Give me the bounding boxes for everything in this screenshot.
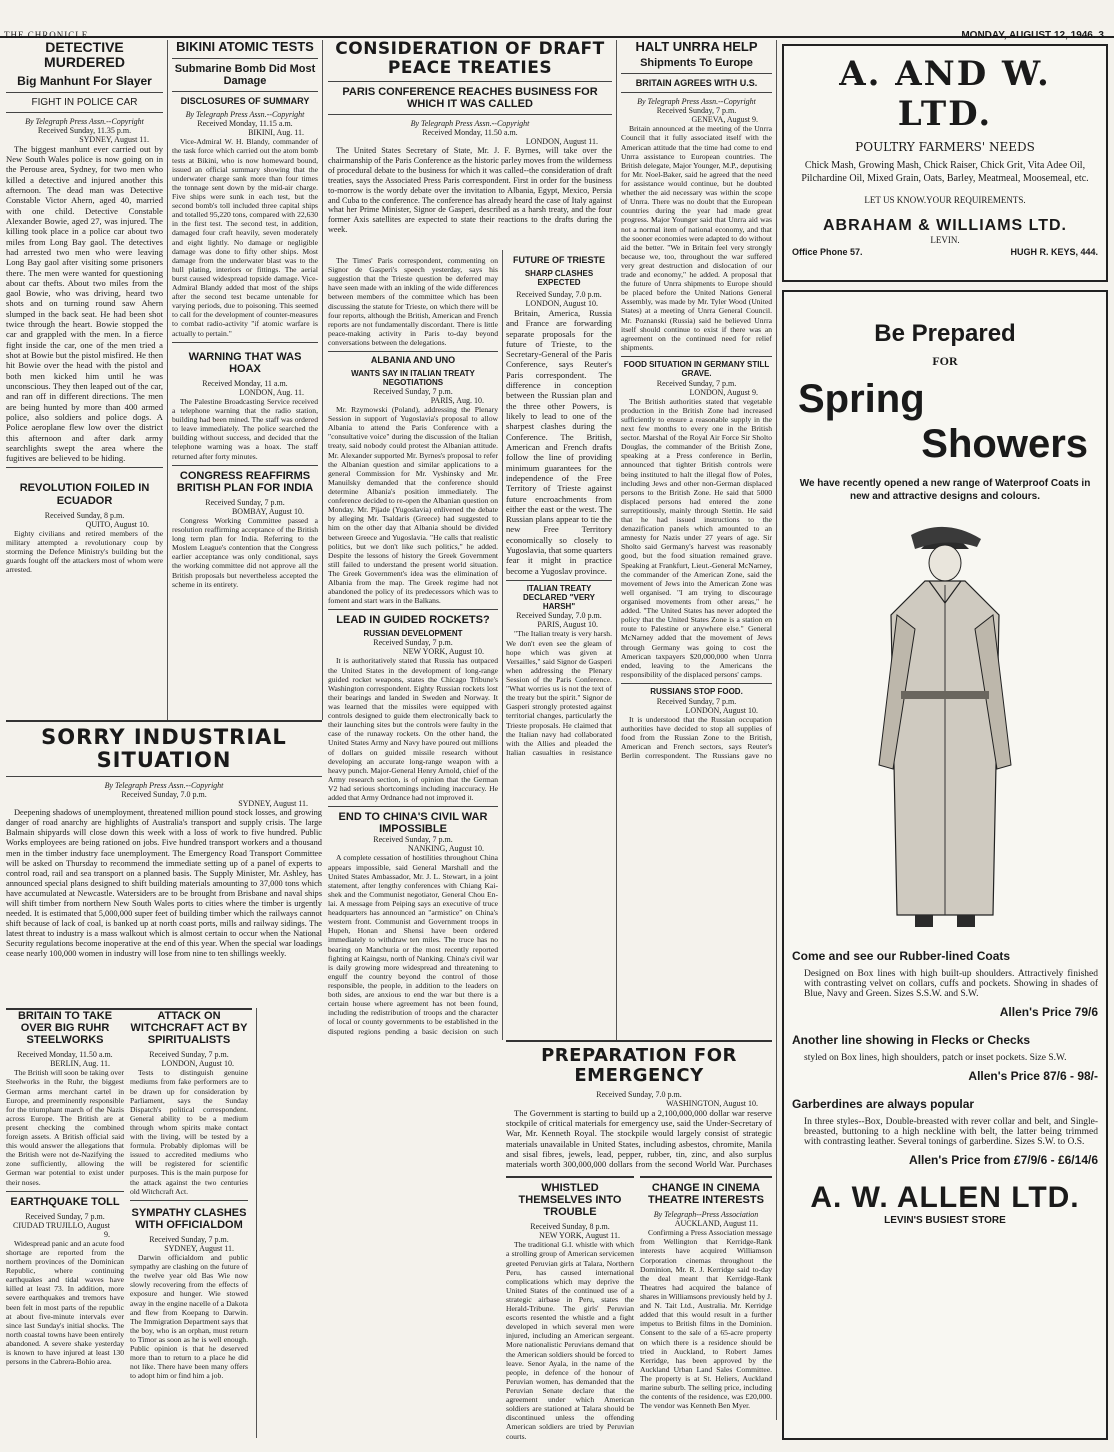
headline-albania: ALBANIA AND UNO <box>370 355 456 366</box>
article-body: The Government is starting to build up a 2,100,000,000 dollar war reserve stockpile of critical materials for emergency use, said the Under-Secretary of War, Mr. Kenneth Royal. The stockpile would largely consist of strategic materials unavailable in United States, including asbestos, chromite, Manila and sisal fibres, jewels, lead, pepper, rubber, tin, zinc, and also surplus materials worth 300,000,000 dollars from the second World War. Purchases <box>506 1107 772 1170</box>
dateline: LONDON, August 10. <box>525 298 598 308</box>
column-unrra <box>621 40 772 760</box>
article-body: Vice-Admiral W. H. Blandy, commander of the task force which carried out the atom bomb tests at Bikini, who is now homeward bound, issued an official summary showing that the underwater charge sank more than four times the tonnage sent down by the mid-air charge. Five ships were sunk in each test, but the second bomb's toll included three capital ships and totalled 95,220 tons, compared with 22,630 in the first test. The second test, in addition, damaged four craft heavily, seven moderately and eight lightly. No damage or negligible damage was done to fifty other ships. Most damage from the underwater blast was to the hull plating, interiors or fittings. The aerial burst caused widespread topside damage. Vice-Admiral Blandy added that most of the ships after the second test became untenable for varying periods, due to poisoning. This seemed to call for the development of counter-measures to combat radio-activity "if atomic warfare is actually to pertain." <box>172 137 318 338</box>
dateline: SYDNEY, August 11. <box>164 1244 234 1253</box>
ad-abraham-williams <box>782 44 1108 282</box>
dateline: LONDON, Aug. 11. <box>239 387 304 397</box>
headline-bikini: BIKINI ATOMIC TESTS <box>176 40 314 54</box>
received-line: Received Sunday, 7 p.m. <box>656 106 737 116</box>
headline-trieste: FUTURE OF TRIESTE <box>513 256 605 265</box>
ad-tagline: POULTRY FARMERS' NEEDS <box>855 140 1035 154</box>
ad-garberdines-price: Allen's Price from £7/9/6 - £6/14/6 <box>909 1153 1098 1167</box>
dateline: PARIS, Aug. 10. <box>430 395 484 405</box>
received-line: Received Sunday, 7 p.m. <box>149 1050 229 1060</box>
article-body: A complete cessation of hostilities throughout China appears impossible, said General Marshall and the United States Ambassador, Mr. J. L. Stewart, in a joint statement, after lengthy conferences with Chiang Kai-shek and the Communist negotiator, General Chou En-lai. A message from Peiping says an executive of truce headquarters has announced an "armistice" on China's western front. Communist and Government troops in Hupeh, Honan and Shensi have been ordered immediately to withdraw ten miles. The truce has no bearing on Manchuria or the most recently reported fighting at Kaingsu, north of Nanking. China's civil war is daily growing more widespread and threatening to engulf the country beyond the control of those responsible, the people, in addition to the leaders on both sides, are anxious to end the war but there is a certain house where agreement has not been found, including the redistribution of troops and the character of local or county governments to be established in the disputed regions pending a basic decision on such <box>328 853 498 1036</box>
ad-spring: Spring <box>798 377 925 421</box>
ad-company: ABRAHAM & WILLIAMS LTD. <box>823 217 1067 234</box>
dateline: LONDON, August 9. <box>689 387 758 397</box>
headline-italian-treaty: ITALIAN TREATY DECLARED "VERY HARSH" <box>523 584 595 611</box>
subhead-paris: PARIS CONFERENCE REACHES BUSINESS FOR WHICH IT WAS CALLED <box>342 86 598 111</box>
received-line: Received Sunday, 7 p.m. <box>149 1235 229 1244</box>
dateline: GENEVA, August 9. <box>691 115 758 125</box>
headline-china: END TO CHINA'S CIVIL WAR IMPOSSIBLE <box>338 811 488 836</box>
subhead-shipments: Shipments To Europe <box>640 57 753 70</box>
column-peace-treaties <box>328 40 612 254</box>
column-rule <box>256 1008 257 1438</box>
headline-cinema: CHANGE IN CINEMA THEATRE INTERESTS <box>648 1182 764 1207</box>
masthead <box>0 0 1114 41</box>
article-body: Britain announced at the meeting of the Unrra Council that it fully associated itself with the American attitude that the time had come to end Unrra assistance to European countries. The British delegate, Major Younger, M.P., deputising for Mr. Noel-Baker, said he agreed that the need for assistance would continue, but he doubted whether the aid necessary was within the scope of Unrra. There was no doubt that the European countries during the year had made great progress. Major Younger said that Unrra aid was not a normal item of national economy, and that the sooner economies were adapted to do without aid the better. "We in Britain feel very strongly because we, too, throughout the war suffered very great destruction and dislocation of our trade and economy," he added. A proposal that the future of Unrra shipments to Europe should be placed before the United Nations General Assembly, was made by Mr. Tyler Wood (United States) at a meeting of Unrra General Council. Mr. Poznanski (Russia) said he believed Unrra itself should continue to exist if there was an agreement on the continued need for relief shipments. <box>621 124 772 352</box>
ad-items: Chick Mash, Growing Mash, Chick Raiser, Chick Grit, Vita Adee Oil, Pilchardine Oil, Mixed Grain, Oats, Barley, Meatmeal, Moosemeal, etc. <box>801 160 1089 184</box>
received-line: Received Monday, 11.15 a.m. <box>197 119 293 129</box>
article-body: The biggest manhunt ever carried out by New South Wales police is now going on in the Perouse area, Sydney, for two men who killed a detective and injured another this afternoon. The dead man was Detective Constable Victor Ahern, aged 40, married with one child. Detective Constable Alexander Bowie, aged 27, was injured. The killing took place in a police car about two miles from Long Bay gaol. The detectives had arrested two men who were leaving Long Bay gaol after visiting some prisoners there. The men were wanted for questioning about car thefts. About two miles from the gaol Bowie, who was driving, heard two shots and on turning round saw Ahern slumped in the back seat. He had been shot twice through the heart. Bowie stopped the car and grappled with the men. In a fierce fight inside the car, one of the men tried a shot at Bowie but the pistol misfired. He then hit Bowie over the head with the pistol and both men kicked him until he was unconscious. They then leaped out of the car, and ran off in different directions. The men are being hunted by more than 400 armed police, also soldiers and police dogs. A Police aeroplane flew low over the district this afternoon and after dark army searchlights swept the area where the fugitives are believed to be hiding. <box>6 143 163 464</box>
received-line: Received Sunday, 7 p.m. <box>656 696 737 706</box>
article-ruhr <box>6 1008 252 1440</box>
column-trieste <box>506 256 612 756</box>
subhead-clashes: SHARP CLASHES EXPECTED <box>524 268 594 287</box>
subhead-albania: WANTS SAY IN ITALIAN TREATY NEGOTIATIONS <box>351 368 475 387</box>
article-body: Britain, America, Russia and France are forwarding separate proposals for the future of Trieste, to the Secretary-General of the Paris Conference, says Reuter's Paris correspondent. The difference in conception between the Russian plan and the three other Powers, is likely to lead to one of the sharpest clashes during the Conference. The British, American and French drafts follow the line of providing minimum guarantees for the independence of the Free Territory of Trieste against future encroachments from either the east or the west. The Russian plans appear to tie the new Free Territory economically so closely to Yugoslavia, that some quarters fear it might in practice become a Yugoslav province. <box>506 307 612 576</box>
byline: By Telegraph Press Assn.--Copyright <box>185 110 305 120</box>
ad-rubber-text: Designed on Box lines with high built-up shoulders. Attractively finished with contrasting velvet on collars, cuffs and pockets. Showing in shades of Blue, Navy and Green. Sizes S.S.W. and S.W. <box>804 969 1098 999</box>
subhead-summary: DISCLOSURES OF SUMMARY <box>180 96 310 107</box>
ad-flecks-text: styled on Box lines, high shoulders, patch or inset pockets. Size S.W. <box>804 1053 1067 1063</box>
column-rule <box>502 250 503 1040</box>
received-line: Received Sunday, 7 p.m. <box>656 378 737 388</box>
ad-intro: We have recently opened a new range of Waterproof Coats in new and attractive designs and colours. <box>799 478 1091 502</box>
dateline: BERLIN, Aug. 11. <box>50 1059 110 1069</box>
article-body: Eighty civilians and retired members of the military attempted a revolutionary coup by storming the Defence Ministry's building but the guards fought off the attackers most of whom were arrested. <box>6 528 163 575</box>
headline-detective: DETECTIVE MURDERED <box>44 40 125 71</box>
byline: By Telegraph Press Assn.--Copyright <box>410 119 530 129</box>
received-line: Received Sunday, 8 p.m. <box>44 510 125 520</box>
article-body: "The Italian treaty is very harsh. We don't even see the gleam of hope which was given at Versailles," said Signor de Gasperi when addressing the Plenary Session of the Paris Conference. "What worries us is not the text of the treaty but the spirit." Signor de Gasperi strongly protested against territorial changes, particularly the Trieste proposals. He claimed that the Italian navy had collaborated with the Allies and pleaded the Italian casualties in resistance <box>506 629 612 756</box>
received-line: Received Sunday, 7.0 p.m. <box>121 790 207 800</box>
article-body: Deepening shadows of unemployment, threatened million pound stock losses, and growing danger of road anarchy are highlights of Australia's transport and supply crisis. The large Balmain shipyards will close down this week with a loss of work to five hundred. Public Works employees are being rationed on jobs. Five hundred transport workers and a thousand men in the timber industry face unemployment. The Emergency Road Transport Committee will be asked on Thursday to recommend the immediate setting up of a panel of experts to control road, rail and sea transport on a planned basis. The Supply Minister, Mr. Ashley, has announced special plans designed to shift building materials amounting to 37,000 tons which have accumulated at Newcastle. Watersiders are to be brought from Brisbane and naval ships will shift timber from northern New South Wales ports to cities where the timber is urgently needed. It is estimated that 5,000,000 super feet of building timber which the railways cannot shift because of lack of coal, is banked up at north coast ports, mills and railway sidings. The latest threat to industry is a mass walkout which is almost certain to occur when the National Security regulations become inoperative at the end of this year. When the special war loadings cease nearly 100,000 women in industry will lose from nine to ten shillings weekly. <box>6 808 322 959</box>
received-line: Received Sunday, 7 p.m. <box>25 1211 105 1221</box>
ad-section-garberdines: Garberdines are always popular <box>792 1097 975 1111</box>
article-body: Confirming a Press Association message from Wellington that Kerridge-Rank interests have acquired Williamson Corporation cinemas throughout the Dominion, Mr. R. J. Kerridge said to-day the deal meant that Kerridge-Rank Theatres had acquired the balance of shares in Williamsons previously held by J. and N. Tait Ltd., Australia. Mr. Kerridge added that this would result in a further impetus to British films in the Dominion. Consent to the sale of a 65-acre property on which there is a residence should be tried in Auckland, to Robert James Kerridge, has been approved by the Auckland Urban Land Sales Committee. The property is at St. Heliers, Auckland marine suburb. The selling price, including the contents of the residence, was £20,000. The vendor was Kenneth Ben Myer. <box>640 1228 772 1411</box>
article-body: Tests to distinguish genuine mediums from fake performers are to be drawn up for consideration by Parliament, says the Sunday Dispatch's political correspondent. General ability to be a medium through whom spirits make contact with the living, will be tested by a formula. Probably diplomas will be issued to accredited mediums who will be registered for scientific purposes. This is the main purpose for the attack against the two centuries old Witchcraft Act. <box>130 1068 248 1196</box>
dateline: BOMBAY, August 10. <box>231 506 304 516</box>
received-line: Received Sunday, 11.35 p.m. <box>37 125 132 135</box>
article-cinema <box>640 1176 772 1440</box>
ad-section-flecks: Another line showing in Flecks or Checks <box>792 1033 1031 1047</box>
headline-emergency: PREPARATION FOR EMERGENCY <box>541 1045 737 1086</box>
column-rule <box>167 40 168 720</box>
column-rule <box>322 40 323 720</box>
dateline: AUCKLAND, August 11. <box>674 1219 758 1229</box>
dateline: QUITO, August 10. <box>85 519 149 529</box>
byline: By Telegraph Press Assn.--Copyright <box>25 116 144 126</box>
dateline: NANKING, August 10. <box>408 844 484 854</box>
ad-cta: LET US KNOW.YOUR REQUIREMENTS. <box>864 195 1026 205</box>
ad-phone: Office Phone 57. <box>792 247 863 257</box>
received-line: Received Sunday, 7.0 p.m. <box>596 1089 682 1099</box>
article-body: Darwin officialdom and public sympathy are clashing on the future of the twelve year old Bas Wie now slowly recovering from the effects of exposure and hunger. Wie stowed away in the engine nacelle of a Dakota and flew from Koepang to Darwin. The Immigration Department says that the boy, who is an orphan, must return to Timor as soon as he is well enough. Public opinion is that he deserved more than to return to a place he did not like. There have been many offers to adopt him or find him a job. <box>130 1253 248 1381</box>
received-line: Received Sunday, 7.0 p.m. <box>516 611 602 621</box>
article-industrial <box>6 720 322 1002</box>
dateline: SYDNEY, August 11. <box>238 799 308 809</box>
headline-rockets: LEAD IN GUIDED ROCKETS? <box>336 614 490 627</box>
paper-name: THE CHRONICLE <box>4 30 89 40</box>
received-line: Received Sunday, 7.0 p.m. <box>516 289 602 299</box>
article-body: It is authoritatively stated that Russia has outpaced the United States in the development of long-range guided rocket weapons, states the Chicago Tribune's Washington correspondent. Eighty Russian rockets lost their bearings and landed in Sweden and Norway. It was learned that the missiles were equipped with controls designed to guide them electronically back to their launching sites but the controls were faulty in the case of the runaway rockets. On the other hand, the United States Army and Navy have poured out millions of dollars on guided missile research without developing an accurate long-range weapon with a heavy punch. Major-General Henry Arnold, chief of the Army research section, is of opinion that the German V2 had serious shortcomings including inaccuracy. He added that Army Ordnance had not improved it. <box>328 656 498 803</box>
headline-russians-stop: RUSSIANS STOP FOOD. <box>650 687 743 697</box>
received-line: Received Monday, 11.50 a.m. <box>422 128 518 138</box>
article-body: Congress Working Committee passed a resolution reaffirming acceptance of the British long term plan for India. Referring to the Moslem League's contention that the Congress earlier acceptance was only conditional, says the working committee did not approve all the British proposals but nevertheless accepted the scheme in its entirety. <box>172 515 318 589</box>
headline-industrial: SORRY INDUSTRIAL SITUATION <box>41 725 287 773</box>
byline: By Telegraph--Press Association <box>653 1210 759 1220</box>
ad-showers: Showers <box>921 422 1088 466</box>
dateline: PARIS, August 10. <box>537 620 598 630</box>
received-line: Received Sunday, 7 p.m. <box>373 386 453 396</box>
subhead-russian: RUSSIAN DEVELOPMENT <box>363 629 463 639</box>
headline-peace-treaties: CONSIDERATION OF DRAFT PEACE TREATIES <box>335 40 605 78</box>
column-bikini <box>172 40 318 720</box>
subhead-britain-agrees: BRITAIN AGREES WITH U.S. <box>635 78 758 89</box>
headline-congress: CONGRESS REAFFIRMS BRITISH PLAN FOR INDIA <box>176 469 314 494</box>
dateline: NEW YORK, August 11. <box>539 1231 620 1241</box>
subhead-submarine: Submarine Bomb Did Most Damage <box>174 63 316 88</box>
article-body: It is understood that the Russian occupation authorities have decided to stop all supplies of food from the Russian Zone to the British, American and French sectors, says Reuter's Berlin correspondent. The Russians gave no <box>621 714 772 760</box>
column-rule <box>776 40 777 1420</box>
ad-manager: HUGH R. KEYS, 444. <box>1010 247 1098 257</box>
dateline: SYDNEY, August 11. <box>79 134 149 144</box>
received-line: Received Sunday, 7 p.m. <box>373 638 453 648</box>
dateline: CIUDAD TRUJILLO, August 9. <box>13 1220 110 1239</box>
dateline: WASHINGTON, August 10. <box>666 1098 758 1108</box>
byline: By Telegraph Press Assn.--Copyright <box>637 97 756 107</box>
article-body: The United States Secretary of State, Mr. J. F. Byrnes, will take over the chairmanship of the Paris Conference as the historic parley moves from the wilderness of procedural debate to the business for which it was called--the consideration of draft treaties, says the Associated Press Paris correspondent. First in order for the business to-morrow is the wordy debate over the invitation to Albania, Egypt, Mexico, Persia and Cuba to the conference. The conference has already heard the case of Italy against what her Prime Minister, Signor de Gasperi, described as a harsh treaty, and the four former Axis satellites are expected to state their reactions to the drafts during the week. <box>328 146 612 235</box>
ad-store-name: A. W. ALLEN LTD. <box>810 1181 1080 1214</box>
byline: By Telegraph Press Assn.--Copyright <box>104 781 224 791</box>
subhead-police-car: FIGHT IN POLICE CAR <box>31 96 138 108</box>
headline-whistled: WHISTLED THEMSELVES INTO TROUBLE <box>518 1182 622 1219</box>
ad-flecks-price: Allen's Price 87/6 - 98/- <box>968 1069 1098 1083</box>
column-rule <box>616 40 617 1040</box>
headline-food-germany: FOOD SITUATION IN GERMANY STILL GRAVE. <box>623 360 770 378</box>
subhead-manhunt: Big Manhunt For Slayer <box>17 73 152 88</box>
article-body: Widespread panic and an acute food shortage are reported from the northern provinces of the Dominican Republic, where continuing earthquakes and tidal waves have killed at least 73. In addition, more severe earthquakes and tremors have been felt in most parts of the republic at about five-minute intervals ever since last Sunday's initial shocks. The north coastal towns have been entirely abandoned. A severe shake yesterday is known to have injured at least 130 persons in the Cabrera-Bohio area. <box>6 1238 124 1367</box>
dateline: LONDON, August 10. <box>685 705 758 715</box>
ad-allen-coats <box>782 290 1108 1440</box>
ad-store-tagline: LEVIN'S BUSIEST STORE <box>884 1215 1006 1226</box>
date-line: MONDAY, AUGUST 12, 1946. 3 <box>961 30 1104 41</box>
headline-ecuador: REVOLUTION FOILED IN ECUADOR <box>19 482 150 507</box>
headline-witchcraft: ATTACK ON WITCHCRAFT ACT BY SPIRITUALISTS <box>130 1010 248 1047</box>
dateline: LONDON, August 11. <box>525 137 598 147</box>
headline-sympathy: SYMPATHY CLASHES WITH OFFICIALDOM <box>131 1206 247 1231</box>
received-line: Received Sunday, 7 p.m. <box>205 497 285 507</box>
column-detective <box>6 40 163 720</box>
headline-earthquake: EARTHQUAKE TOLL <box>10 1195 120 1208</box>
headline-unrra: HALT UNRRA HELP <box>635 40 758 54</box>
received-line: Received Monday, 11.50 a.m. <box>17 1050 113 1060</box>
article-whistled <box>506 1176 634 1440</box>
ad-town: LEVIN. <box>930 235 960 245</box>
article-emergency <box>506 1040 772 1170</box>
ad-garberdines-text: In three styles--Box, Double-breasted with rever collar and belt, and Single-breasted, buttoning to a high neckline with belt, the latter being trimmed with contrasting leather. Several tonings of garberdine. Sizes S.W. to O.S. <box>804 1117 1098 1147</box>
article-body: Mr. Rzymowski (Poland), addressing the Plenary Session in support of Yugoslavia's proposal to allow Albania to attend the Paris Conference with a "consultative voice" during the discussion of the Italian treaty, said nobody could protest the Albanian attitude. Mr. Alexander supported Mr. Byrnes's proposal to refer the Albanian question and similar applications to a general Commission for Mr. Vyshinsky and Mr. Manuilsky demanded that the conference should determine Albania's position immediately. The conference decided to re-open the Albanian question on Monday. Mr. Pijade (Yugoslavia) enlivened the debate by alleging Mr. Tsaldaris (Greece) had suggested to him on the other day that Albania should be divided between Greece and Yugoslavia. "He calls that realistic politics, but we don't like such politics," he added. Despite the lessons of history the Greek Government still failed to understand the present world situation. The Greek Government's idea was the elimination of Albania from the map. The Greek regime had not abandoned the policy of its predecessors which was to foment and start wars in the Balkans. <box>328 404 498 606</box>
dateline: NEW YORK, August 10. <box>402 647 484 657</box>
article-body: The traditional G.I. whistle with which a strolling group of American servicemen greeted Peruvian girls at Talara, Northern Peru, has caused international complications which may deprive the United States of the continued use of a strategic airbase in Peru, states the Herald-Tribune. The girls' Peruvian escorts resented the whistle and a fight developed in which several men were injured, including an American sergeant. More nationalistic Peruvians demand that the American soldiers should be forced to leave. Senor Ayala, in the name of the people, in defence of the honour of Peruvian women, has demanded that the Peruvian Senate declare that the agreement under which American soldiers are stationed at Talara should be discontinued unless the offending American soldiers are tried by Peruvian courts. <box>506 1240 634 1440</box>
received-line: Received Sunday, 8 p.m. <box>530 1222 610 1232</box>
headline-ruhr: BRITAIN TO TAKE OVER BIG RUHR STEELWORKS <box>17 1010 113 1047</box>
dateline: BIKINI, Aug. 11. <box>248 128 304 138</box>
received-line: Received Monday, 11 a.m. <box>202 378 288 388</box>
article-body: The Times' Paris correspondent, commenting on Signor de Gasperi's speech yesterday, says his suggestion that the Trieste question be deferred may have seen made with an inkling of the wide differences between members of the committee which has been discussing the statute for Trieste, on which there will be four reports, although the British, American and French reports are not fundamentally discordant. There is little peace-making activity in Paris to-day beyond conversations between the delegations. <box>328 256 498 347</box>
headline-hoax: WARNING THAT WAS HOAX <box>188 350 302 375</box>
article-body: The British will soon be taking over Steelworks in the Ruhr, the biggest German arms merchant cartel in Europe, and preeminently responsible for the triumphant march of the Nazis across Europe. The British are at present checking the combined foreign assets. A British official said this would answer the allegations that the British were not de-Nazifying the zone sufficiently, allowing the German war potential to exist under their noses. <box>6 1068 124 1187</box>
article-body: The Palestine Broadcasting Service received a telephone warning that the radio station, building had been mined. The staff was ordered to leave immediately. The police searched the building without success, and decided that the telephone warning was a hoax. The staff returned after forty minutes. <box>172 396 318 461</box>
column-paris-continued <box>328 256 498 1036</box>
dateline: LONDON, August 10. <box>161 1059 234 1069</box>
article-body: The British authorities stated that vegetable production in the British Zone had increased sufficiently to ensure a reasonable supply in the next few months to every one in the British sector. Marshal of the Royal Air Force Sir Sholto Douglas, the commander of the British Zone, speaking at a Press conference in Berlin, announced that tighter British controls were being instituted to halt the illegal flow of Poles, including Jews and other non-German displaced persons to the British Zone. He said that 5000 displaced persons had entered the zone surreptitiously, mainly through Stettin. He said that he had issued instructions to the denazification panels which amounted to an amnesty for Nazis under 27 years of age. Sir Sholto said Germany's harvest was reasonably good, but the food situation remained grave. Speaking at Frankfurt, Lieut.-General McNarney, the commander of the American Zone, said the movement of Jews into the American Zone was well organised. "I am trying to discourage organised movements from other areas," he added. "The United States has never adopted the policy that the United States Zone is a station en route to Palestine or anywhere else." General McNarney added that the movement of Jews through Germany was going to cost the American taxpayers $20,000,000 when Unrra ended, leaving to the Americans the responsibility of the displaced persons' camps. <box>621 396 772 679</box>
ad-be-prepared: Be Prepared <box>874 320 1016 347</box>
received-line: Received Sunday, 7 p.m. <box>373 835 453 845</box>
coat-illustration <box>845 515 1045 935</box>
ad-section-rubber: Come and see our Rubber-lined Coats <box>792 949 1011 963</box>
ad-brand: A. AND W. LTD. <box>839 54 1051 134</box>
ad-for: FOR <box>932 354 958 368</box>
ad-rubber-price: Allen's Price 79/6 <box>999 1005 1098 1019</box>
